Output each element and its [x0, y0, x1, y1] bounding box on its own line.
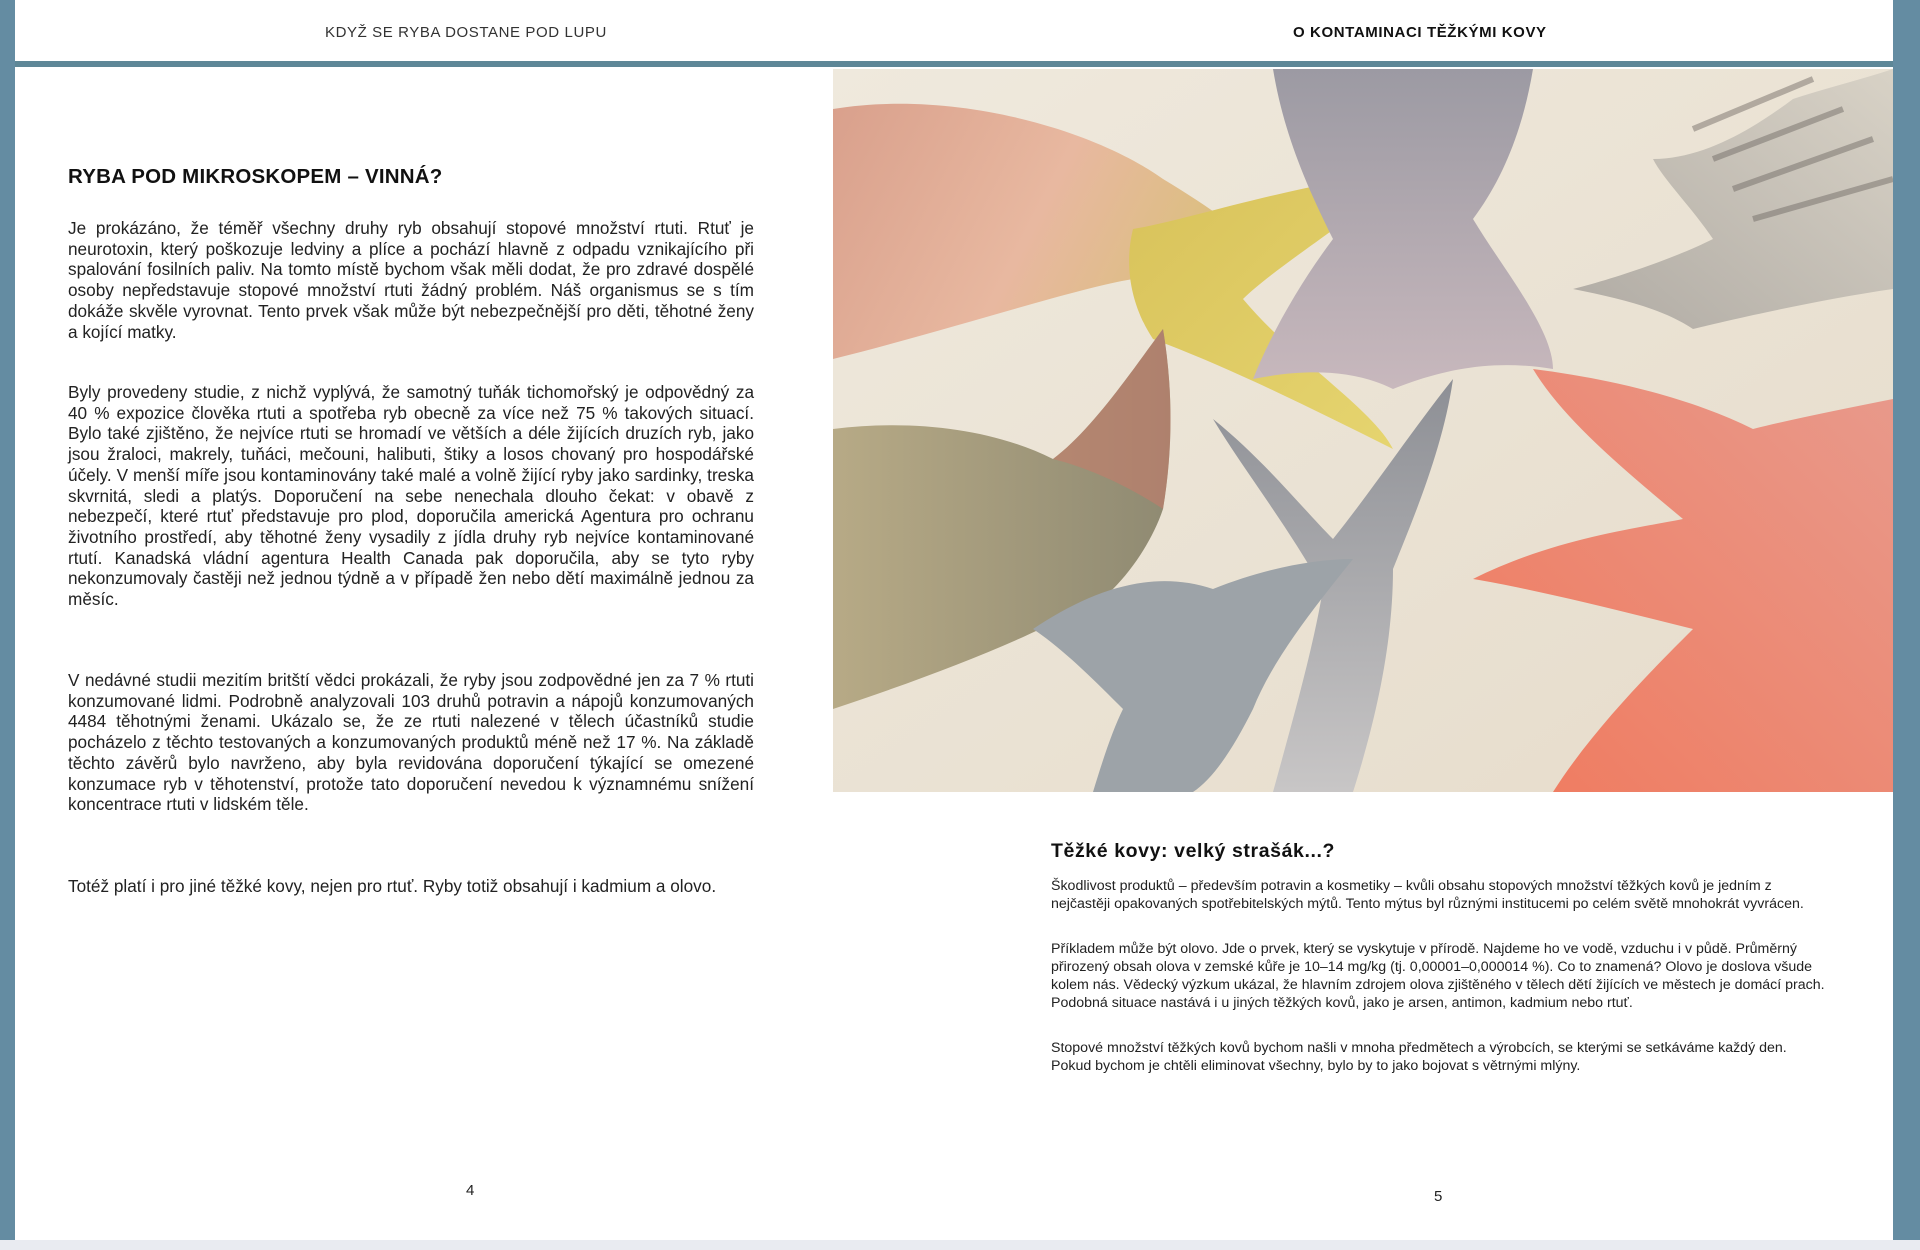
subsection-title: Těžké kovy: velký strašák...? [1051, 840, 1336, 862]
body-paragraph: Byly provedeny studie, z nichž vyplývá, že samotný tuňák tichomořský je odpovědný za 40 % expozice člověka rtuti a spotřeba ryb obecně za více než 75 % takových situací. Bylo také zjištěno, že nejvíce rtuti se hromadí ve větších a déle žijících druzích ryb, jako jsou žraloci, makrely, tuňáci, mečouni, halibuti, štiky a losos chovaný pro hospodářské účely. V menší míře jsou kontaminovány také malé a volně žijící ryby jako sardinky, treska skvrnitá, sledi a platýs. Doporučení na sebe nenechala dlouho čekat: v obavě z nebezpečí, které rtuť představuje pro plod, doporučila americká Agentura pro ochranu životního prostředí, aby těhotné ženy vysadily z jídla druhy ryb nejvíce kontaminované rtutí. Kanadská vládní agentura Health Canada pak doporučila, aby se tyto ryby nekonzumovaly častěji než jednou týdně a v případě žen nebo dětí maximálně jednou za měsíc. [68, 382, 754, 610]
right-running-head: O KONTAMINACI TĚŽKÝMI KOVY [1293, 24, 1547, 41]
body-paragraph: Příkladem může být olovo. Jde o prvek, který se vyskytuje v přírodě. Najdeme ho ve vodě, vzduchu i v půdě. Průměrný přirozený obsah olova v zemské kůře je 10–14 mg/kg (tj. 0,00001–0,000014 %). Co to znamená? Olovo je doslova všude kolem nás. Vědecký výzkum ukázal, že hlavním zdrojem olova zjištěného v tělech dětí žijících ve městech je domácí prach. Podobná situace nastává i u jiných těžkých kovů, jako je arsen, antimon, kadmium nebo rtuť. [1051, 941, 1825, 1012]
section-title: RYBA POD MIKROSKOPEM – VINNÁ? [68, 165, 443, 188]
body-paragraph: Totéž platí i pro jiné těžké kovy, nejen pro rtuť. Ryby totiž obsahují i kadmium a olovo. [68, 876, 717, 896]
body-paragraph: V nedávné studii mezitím britští vědci prokázali, že ryby jsou zodpovědné jen za 7 % rtuti konzumované lidmi. Podrobně analyzovali 103 druhů potravin a nápojů konzumovaných 4484 těhotnými ženami. Ukázalo se, že ze rtuti nalezené v tělech účastníků studie pocházelo z těchto testovaných a konzumovaných produktů méně než 17 %. Na základě těchto závěrů bylo navrženo, aby byla revidována doporučení týkající se omezené konzumace ryb v těhotenství, protože tato doporučení nevedou k významnému snížení koncentrace rtuti v lidském těle. [68, 670, 754, 815]
fish-tails-illustration [833, 69, 1893, 792]
fish-tails-photo [833, 69, 1893, 792]
body-paragraph: Je prokázáno, že téměř všechny druhy ryb obsahují stopové množství rtuti. Rtuť je neurotoxin, který poškozuje ledviny a plíce a pochází hlavně z odpadu vznikajícího při spalování fosilních paliv. Na tomto místě bychom však měli dodat, že pro zdravé dospělé osoby nepředstavuje stopové množství rtuti žádný problém. Náš organismus se s tím dokáže skvěle vyrovnat. Tento prvek však může být nebezpečnější pro děti, těhotné ženy a kojící matky. [68, 218, 754, 342]
page-number-left: 4 [466, 1182, 475, 1199]
header-rule [15, 61, 1893, 67]
body-paragraph: Stopové množství těžkých kovů bychom našli v mnoha předmětech a výrobcích, se kterými se setkáváme každý den. Pokud bychom je chtěli eliminovat všechny, bylo by to jako bojovat s větrnými mlýny. [1051, 1040, 1787, 1075]
spread-bottom-edge [0, 1240, 1920, 1250]
page-number-right: 5 [1434, 1188, 1443, 1205]
body-paragraph: Škodlivost produktů – především potravin a kosmetiky – kvůli obsahu stopových množství těžkých kovů je jedním z nejčastěji opakovaných spotřebitelských mýtů. Tento mýtus byl různými institucemi po celém světě mnohokrát vyvrácen. [1051, 878, 1804, 913]
header-bar [15, 0, 1893, 61]
left-running-head: KDYŽ SE RYBA DOSTANE POD LUPU [325, 24, 607, 41]
